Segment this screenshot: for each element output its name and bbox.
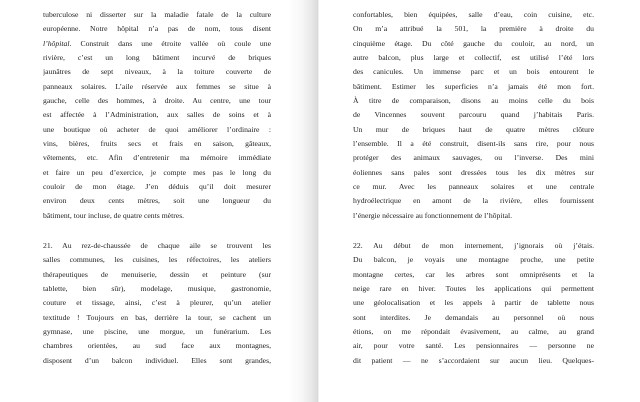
text-line: textitude ! Toujours en bas, derrière la tour, se cachent un <box>43 312 271 322</box>
paragraph <box>353 239 594 368</box>
text-line: air, pour votre santé. Les pensionnaires — personne ne <box>353 341 594 351</box>
text-line: bâtiment, tour incluse, de quatre cents mètres. <box>43 210 185 220</box>
paragraph <box>353 8 594 223</box>
italic-text: l’hôpital <box>43 38 70 48</box>
text-line: de Vincennes souvent parcouru quand j’habitais Paris. <box>353 110 594 120</box>
text-line: couture et tissage, ainsi, c’est à pleurer, qu’un atelier <box>43 298 271 308</box>
text-line: Un mur de briques haut de quatre mètres clôture <box>353 124 594 134</box>
text-line: thérapeutiques de menuiserie, dessin et peinture (sur <box>43 269 271 279</box>
text-line: autre balcon, plus large et collectif, est utilisé l’été lors <box>353 52 594 62</box>
text-line: est affectée à l’Administration, aux salles de soins et à <box>43 110 271 120</box>
text-line: étions, on me répondait évasivement, au calme, au grand <box>353 326 594 336</box>
text-line: rivière, c’est un long bâtiment incurvé de briques <box>43 52 271 62</box>
text-line: une géolocalisation et les appels à partir de tablette nous <box>353 298 594 308</box>
text-line: panneaux solaires. L’aile réservée aux femmes se situe à <box>43 81 271 91</box>
text-line: On m’a attribué la 501, la première à droite du <box>353 24 594 34</box>
text-line <box>43 37 271 51</box>
text-line: environ deux cents mètres, soit une longueur du <box>43 196 271 206</box>
text-line: couloir de mon étage. J’en déduis qu’il doit mesurer <box>43 181 271 191</box>
text-line: salles communes, les cuisines, les réfectoires, les ateliers <box>43 255 271 265</box>
text-line: vêtements, etc. Afin d’entretenir ma mémoire immédiate <box>43 153 271 163</box>
text-line: et faire un peu d’exercice, je compte mes pas le long du <box>43 167 271 177</box>
text-line: Du balcon, je voyais une montagne proche, une petite <box>353 255 594 265</box>
text-line: bâtiment. Estimer les superficies n’a jamais été mon fort. <box>353 81 594 91</box>
text-line: vins, bières, fruits secs et frais en saison, gâteaux, <box>43 138 271 148</box>
page-spine-shadow <box>288 0 319 402</box>
text-line: une boutique où acheter de quoi améliorer l’ordinaire : <box>43 124 271 134</box>
right-page-text <box>353 8 594 368</box>
text-line: À titre de comparaison, disons au moins celle du bois <box>353 95 594 105</box>
text-line: ce mur. Avec les panneaux solaires et une centrale <box>353 181 594 191</box>
text-line: protéger des animaux sauvages, ou l’inverse. Des mini <box>353 153 594 163</box>
text-line: gauche, celle des hommes, à droite. Au centre, une tour <box>43 95 271 105</box>
text-line: cinquième étage. Du côté gauche du couloir, au nord, un <box>353 38 594 48</box>
text-line: hydroélectrique en amont de la rivière, elles fournissent <box>353 196 594 206</box>
text-line: éoliennes sans pales sont dressées tous les dix mètres sur <box>353 167 594 177</box>
text-line: l’énergie nécessaire au fonctionnement de l’hôpital. <box>353 210 513 220</box>
text-line: jaunâtres de sept niveaux, à la toiture couverte de <box>43 67 271 77</box>
left-page-text <box>43 8 271 368</box>
text-line: chambres orientées, au sud face aux montagnes, <box>43 341 271 351</box>
plain-text: . Construit dans une étroite vallée où coule une <box>69 38 271 48</box>
text-line: l’ensemble. Il a été construit, disent-ils sans rire, pour nous <box>353 138 594 148</box>
paragraph <box>43 239 271 368</box>
text-line: tuberculose ni disserter sur la maladie fatale de la culture <box>43 10 271 19</box>
text-line: montagne certes, car les arbres sont omniprésents et la <box>353 269 594 279</box>
text-line: européenne. Notre hôpital n’a pas de nom, tous disent <box>43 24 271 34</box>
paragraph <box>43 8 271 223</box>
text-line: tablette, bien sûr), modelage, musique, gastronomie, <box>43 283 271 293</box>
text-line: des canicules. Un immense parc et un bois entourent le <box>353 67 594 77</box>
text-line: confortables, bien équipées, salle d’eau, coin cuisine, etc. <box>353 10 594 19</box>
text-line: sont interdites. Je demandais au personnel où nous <box>353 312 594 322</box>
text-line: 21. Au rez-de-chaussée de chaque aile se trouvent les <box>43 240 271 250</box>
text-line: dit patient — ne s’accordaient sur aucun lieu. Quelques- <box>353 355 594 365</box>
text-line: disposent d’un balcon individuel. Elles sont grandes, <box>43 355 271 365</box>
text-line: 22. Au début de mon internement, j’ignorais où j’étais. <box>353 240 594 250</box>
text-line: neige rare en hiver. Toutes les applications qui permettent <box>353 283 594 293</box>
text-line: gymnase, une piscine, une morgue, un funérarium. Les <box>43 326 271 336</box>
